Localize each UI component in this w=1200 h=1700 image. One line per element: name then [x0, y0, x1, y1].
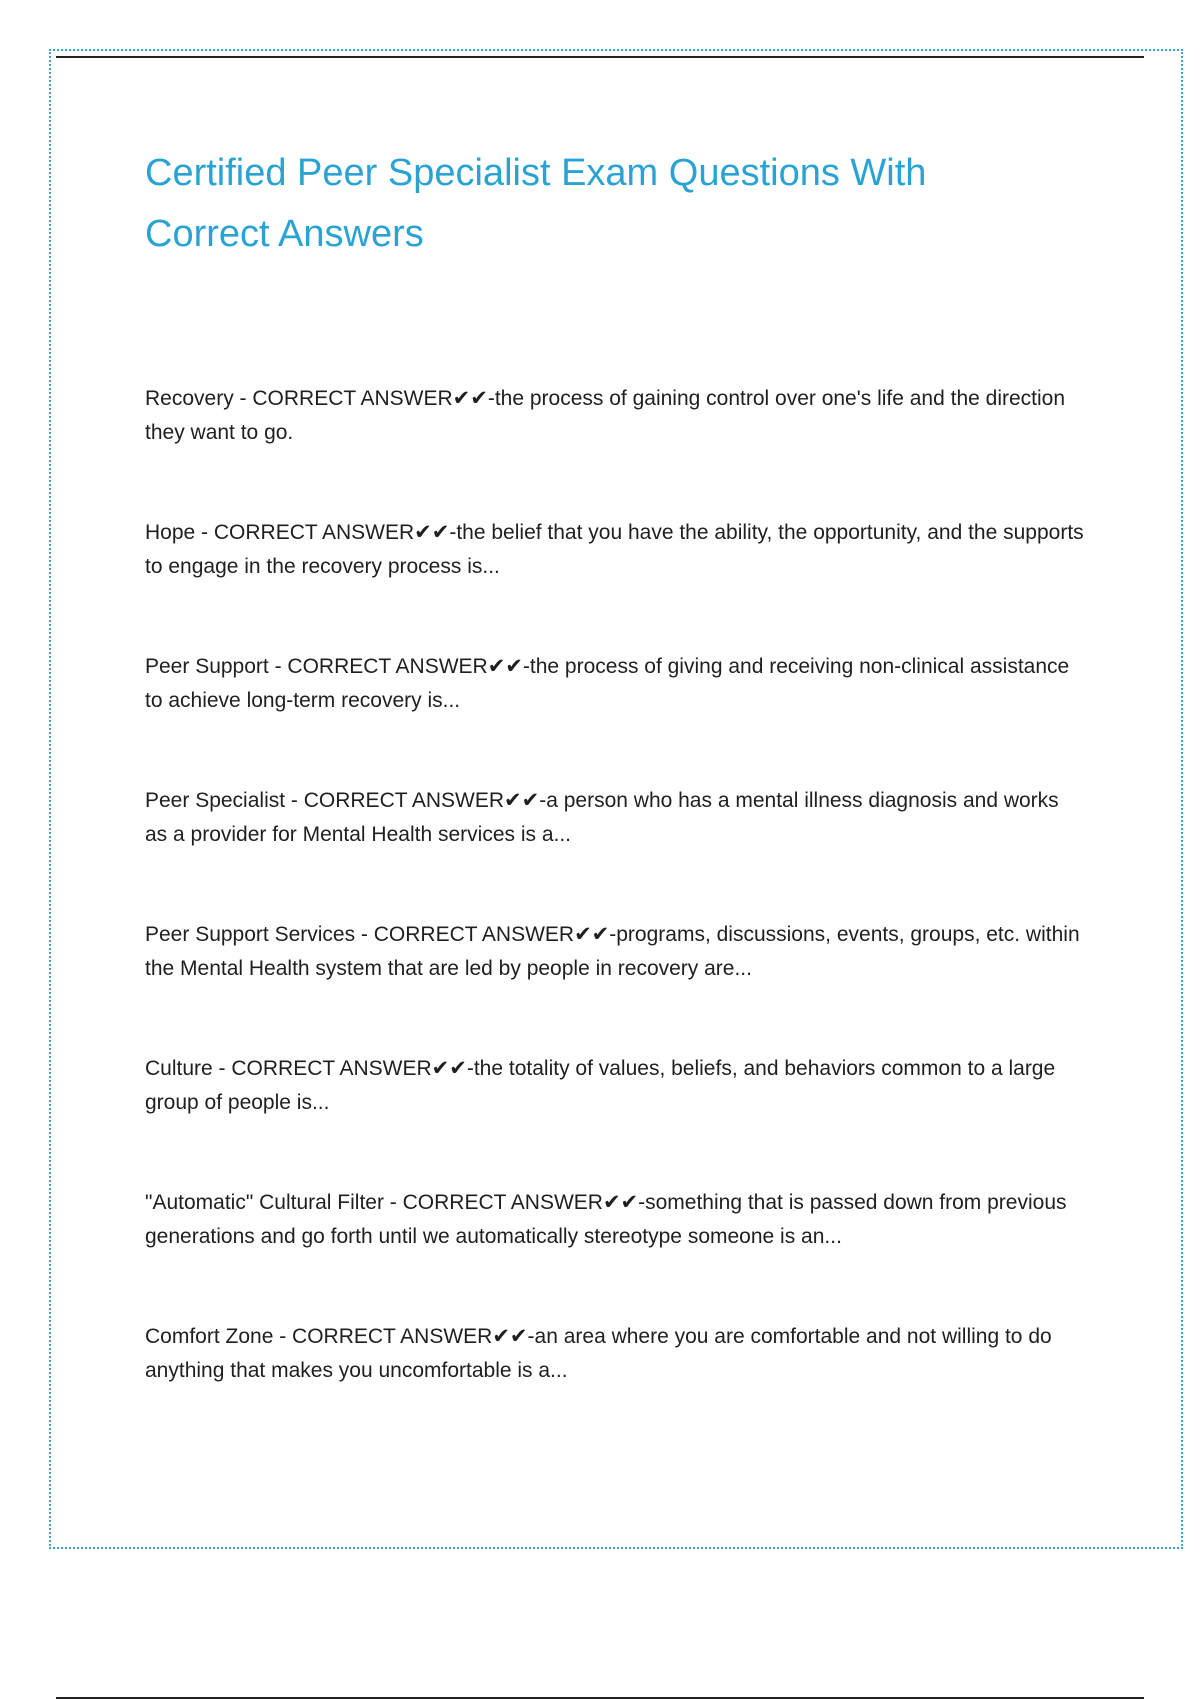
qa-text: Culture - CORRECT ANSWER✔✔-the totality of values, beliefs, and behaviors common to a large group of people is...	[145, 1057, 1056, 1114]
qa-item-hope	[145, 516, 1085, 650]
qa-text: Peer Support - CORRECT ANSWER✔✔-the process of giving and receiving non-clinical assistance to achieve long-term recovery is...	[145, 655, 1070, 712]
qa-text: Recovery - CORRECT ANSWER✔✔-the process of gaining control over one's life and the direction they want to go.	[145, 387, 1066, 444]
qa-text: Hope - CORRECT ANSWER✔✔-the belief that you have the ability, the opportunity, and the supports to engage in the recovery process is...	[145, 521, 1084, 578]
qa-item-culture	[145, 1052, 1085, 1186]
qa-item-recovery	[145, 382, 1085, 516]
qa-text: Comfort Zone - CORRECT ANSWER✔✔-an area where you are comfortable and not willing to do anything that makes you uncomfortable is a...	[145, 1325, 1052, 1382]
qa-item-peer-support	[145, 650, 1085, 784]
qa-text: Peer Specialist - CORRECT ANSWER✔✔-a person who has a mental illness diagnosis and works as a provider for Mental Health services is a...	[145, 789, 1059, 846]
qa-item-peer-support-services	[145, 918, 1085, 1052]
qa-list	[145, 382, 1085, 1454]
document-title: Certified Peer Specialist Exam Questions With Correct Answers	[145, 152, 927, 255]
qa-text: Peer Support Services - CORRECT ANSWER✔✔-programs, discussions, events, groups, etc. within the Mental Health system that are led by people in recovery are...	[145, 923, 1080, 980]
header-rule	[56, 56, 1144, 58]
qa-text: "Automatic" Cultural Filter - CORRECT ANSWER✔✔-something that is passed down from previous generations and go forth until we automatically stereotype someone is an...	[145, 1191, 1067, 1248]
qa-item-automatic-cultural-filter	[145, 1186, 1085, 1320]
qa-item-comfort-zone	[145, 1320, 1085, 1454]
qa-item-peer-specialist	[145, 784, 1085, 918]
footer-rule	[56, 1697, 1144, 1699]
